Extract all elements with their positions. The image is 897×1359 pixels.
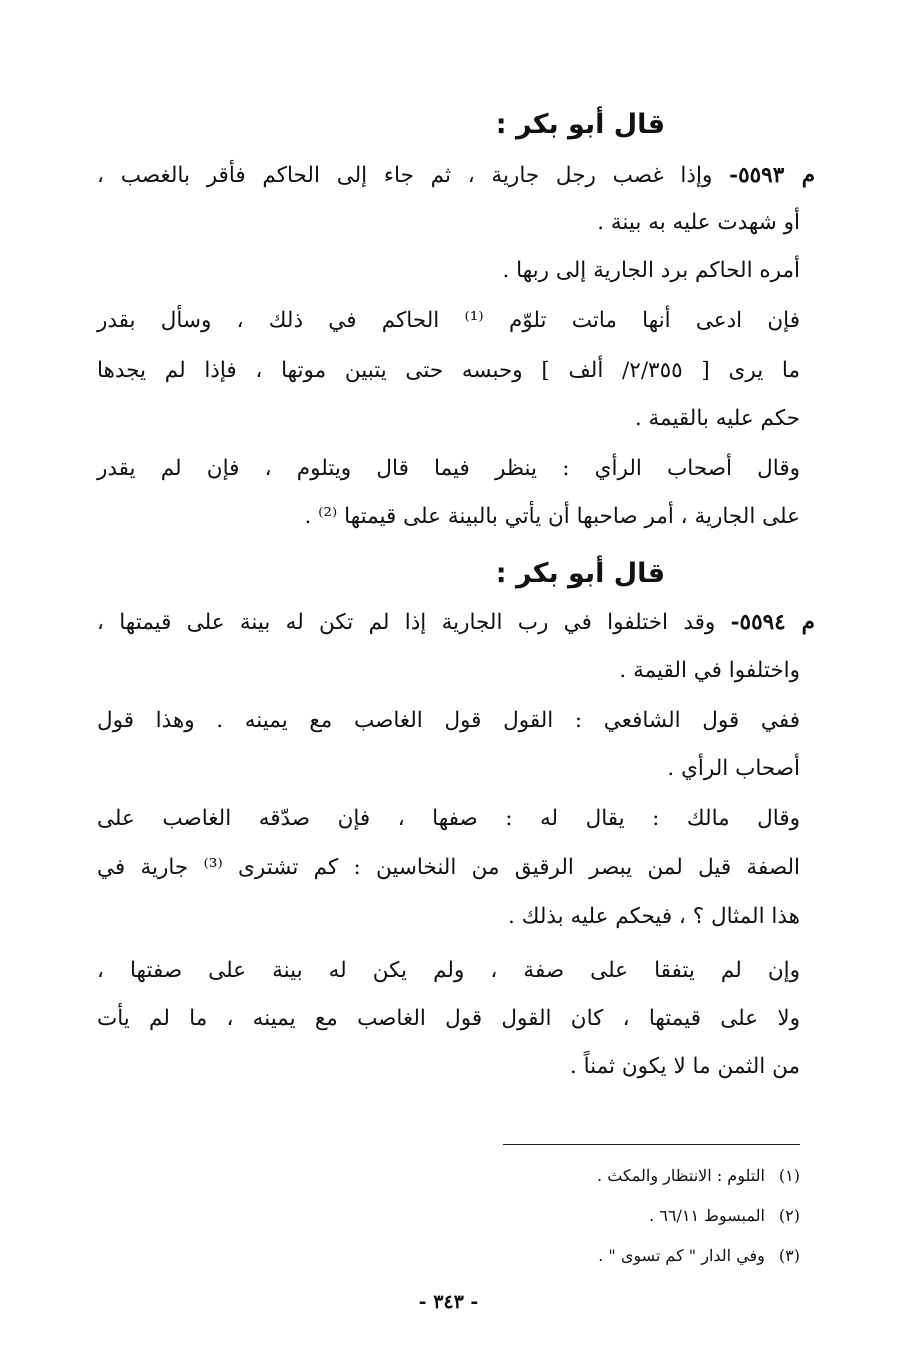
entry-5593-line-7: وقال أصحاب الرأي : ينظر فيما قال ويتلوم ، فإن لم يقدر (97, 456, 800, 481)
entry-5593-line-2: أو شهدت عليه به بينة . (597, 210, 800, 235)
entry-5594-line-6: الصفة قيل لمن يبصر الرقيق من النخاسين : كم تشترى ⁽³⁾ جارية في (97, 855, 800, 880)
footnote-3 (598, 1248, 800, 1264)
section-heading-2: قال أبو بكر : (495, 558, 665, 589)
entry-5593-line-3: أمره الحاكم برد الجارية إلى ربها . (502, 258, 800, 283)
entry-5594-line-10: من الثمن ما لا يكون ثمناً . (569, 1054, 800, 1079)
page-number: - ٣٤٣ - (418, 1291, 479, 1313)
footnote-2-number: (٢) (778, 1206, 800, 1225)
footnote-2-text: المبسوط ٦٦/١١ . (649, 1206, 765, 1225)
section-heading-1: قال أبو بكر : (495, 109, 665, 140)
entry-5594-line-7: هذا المثال ؟ ، فيحكم عليه بذلك . (508, 904, 800, 929)
entry-5594-number: م ٥٥٩٤- (730, 610, 815, 635)
entry-5594-line-9: ولا على قيمتها ، كان القول قول الغاصب مع يمينه ، ما لم يأت (97, 1006, 800, 1031)
entry-5594-line-1 (97, 612, 815, 634)
entry-5594-line-5: وقال مالك : يقال له : صفها ، فإن صدّقه الغاصب على (97, 806, 800, 831)
entry-5593-line-1-text: وإذا غصب رجل جارية ، ثم جاء إلى الحاكم فأقر بالغصب ، (97, 163, 713, 188)
entry-5593-line-8: على الجارية ، أمر صاحبها أن يأتي بالبينة على قيمتها ⁽²⁾ . (304, 504, 800, 529)
entry-5594-line-2: واختلفوا في القيمة . (619, 658, 800, 683)
entry-5593-line-6: حكم عليه بالقيمة . (634, 406, 800, 431)
footnote-1 (597, 1168, 800, 1184)
entry-5594-line-4: أصحاب الرأي . (667, 756, 800, 781)
entry-5593-number: م ٥٥٩٣- (729, 163, 815, 188)
footnote-2 (649, 1208, 800, 1224)
footnote-divider (503, 1144, 800, 1145)
entry-5594-line-1-text: وقد اختلفوا في رب الجارية إذا لم تكن له بينة على قيمتها ، (97, 610, 716, 635)
footnote-1-number: (١) (778, 1166, 800, 1185)
entry-5593-line-4: فإن ادعى أنها ماتت تلوّم ⁽¹⁾ الحاكم في ذلك ، وسأل بقدر (97, 308, 800, 333)
entry-5594-line-3: ففي قول الشافعي : القول قول الغاصب مع يمينه . وهذا قول (97, 708, 800, 733)
footnote-1-text: التلوم : الانتظار والمكث . (597, 1166, 765, 1185)
entry-5593-line-5: ما يرى [ ٢/٣٥٥/ ألف ] وحبسه حتى يتبين موتها ، فإذا لم يجدها (97, 358, 800, 383)
footnote-3-text: وفي الدار " كم تسوى " . (598, 1246, 765, 1265)
entry-5593-line-1 (97, 165, 815, 187)
entry-5594-line-8: وإن لم يتفقا على صفة ، ولم يكن له بينة على صفتها ، (97, 958, 800, 983)
footnote-3-number: (٣) (778, 1246, 800, 1265)
